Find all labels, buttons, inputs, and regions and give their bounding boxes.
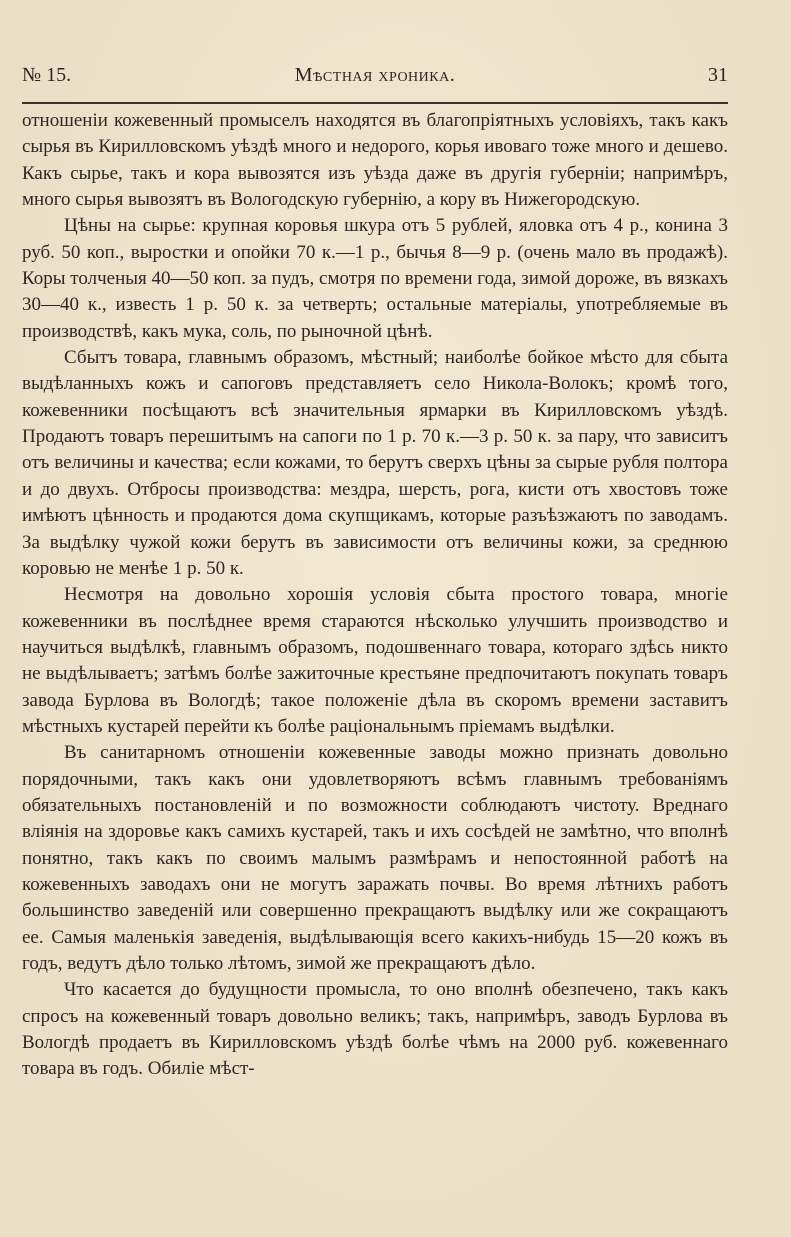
paragraph-sales: Сбытъ товара, главнымъ образомъ, мѣстный; наиболѣе бойкое мѣсто для сбыта выдѣланныхъ кожъ и сапоговъ представляетъ село Никола-Волокъ; кромѣ того, кожевенники посѣщаютъ всѣ значительныя ярмарки въ Кирилловскомъ уѣздѣ. Продаютъ товаръ перешитымъ на сапоги по 1 р. 70 к.—3 р. 50 к. за пару, что зависитъ отъ величины и качества; если кожами, то берутъ сверхъ цѣны за сырые рубля полтора и до двухъ. Отбросы производства: мездра, шерсть, рога, кисти отъ хвостовъ тоже имѣютъ цѣнность и продаются дома скупщикамъ, которые разъѣзжаютъ по заводамъ. За выдѣлку чужой кожи берутъ въ зависимости отъ величины кожи, за среднюю коровью не менѣе 1 р. 50 к. [22,347,728,579]
paragraph-prices: Цѣны на сырье: крупная коровья шкура отъ 5 рублей, яловка отъ 4 р., конина 3 руб. 50 коп., выростки и опойки 70 к.—1 р., бычья 8—9 р. (очень мало въ продажѣ). Коры толченыя 40—50 коп. за пудъ, смотря по времени года, зимой дороже, въ вязкахъ 30—40 к., известь 1 р. 50 к. за четверть; остальные матеріалы, употребляемые въ производствѣ, какъ мука, соль, по рыночной цѣнѣ. [22,215,728,342]
header-rule [22,102,728,104]
paragraph-future: Что касается до будущности промысла, то оно вполнѣ обезпечено, такъ какъ спросъ на кожевенный товаръ довольно великъ; такъ, напримѣръ, заводъ Бурлова въ Вологдѣ продаетъ въ Кирилловскомъ уѣздѣ болѣе чѣмъ на 2000 руб. кожевеннаго товара въ годъ. Обиліе мѣст- [22,979,728,1080]
paragraph-improvement: Несмотря на довольно хорошія условія сбыта простого товара, многіе кожевенники въ послѣднее время стараются нѣсколько улучшить производство и научиться выдѣлкѣ, главнымъ образомъ, подошвеннаго товара, котораго здѣсь никто не выдѣлываетъ; затѣмъ болѣе зажиточные крестьяне предпочитаютъ покупать товаръ завода Бурлова въ Вологдѣ; такое положеніе дѣла въ скоромъ времени заставитъ мѣстныхъ кустарей перейти къ болѣе раціональнымъ пріемамъ выдѣлки. [22,584,728,737]
running-header [22,64,728,94]
page-number: 31 [708,64,728,86]
issue-number: № 15. [22,64,72,86]
article-body [22,108,728,1083]
paragraph-sanitary: Въ санитарномъ отношеніи кожевенные заводы можно признать довольно порядочными, такъ какъ они удовлетворяютъ всѣмъ главнымъ требованіямъ обязательныхъ постановленій и по возможности соблюдаютъ чистоту. Вреднаго вліянія на здоровье какъ самихъ кустарей, такъ и ихъ сосѣдей не замѣтно, что вполнѣ понятно, такъ какъ по своимъ малымъ размѣрамъ и непостоянной работѣ на кожевенныхъ заводахъ они не могутъ заражать почвы. Во время лѣтнихъ работъ большинство заведеній или совершенно прекращаютъ выдѣлку или же сокращаютъ ее. Самыя маленькія заведенія, выдѣлывающія всего какихъ-нибудь 15—20 кожъ въ годъ, ведутъ дѣло только лѣтомъ, зимой же прекращаютъ дѣло. [22,742,728,974]
section-title: Мѣстная хроника. [294,64,456,86]
paragraph-continued: отношеніи кожевенный промыселъ находятся въ благопріятныхъ условіяхъ, такъ какъ сырья въ Кирилловскомъ уѣздѣ много и недорого, корья ивоваго тоже много и дешево. Какъ сырье, такъ и кора вывозятся изъ уѣзда даже въ другія губерніи; напримѣръ, много сырья вывозятъ въ Вологодскую губернію, а кору въ Нижегородскую. [22,110,728,211]
